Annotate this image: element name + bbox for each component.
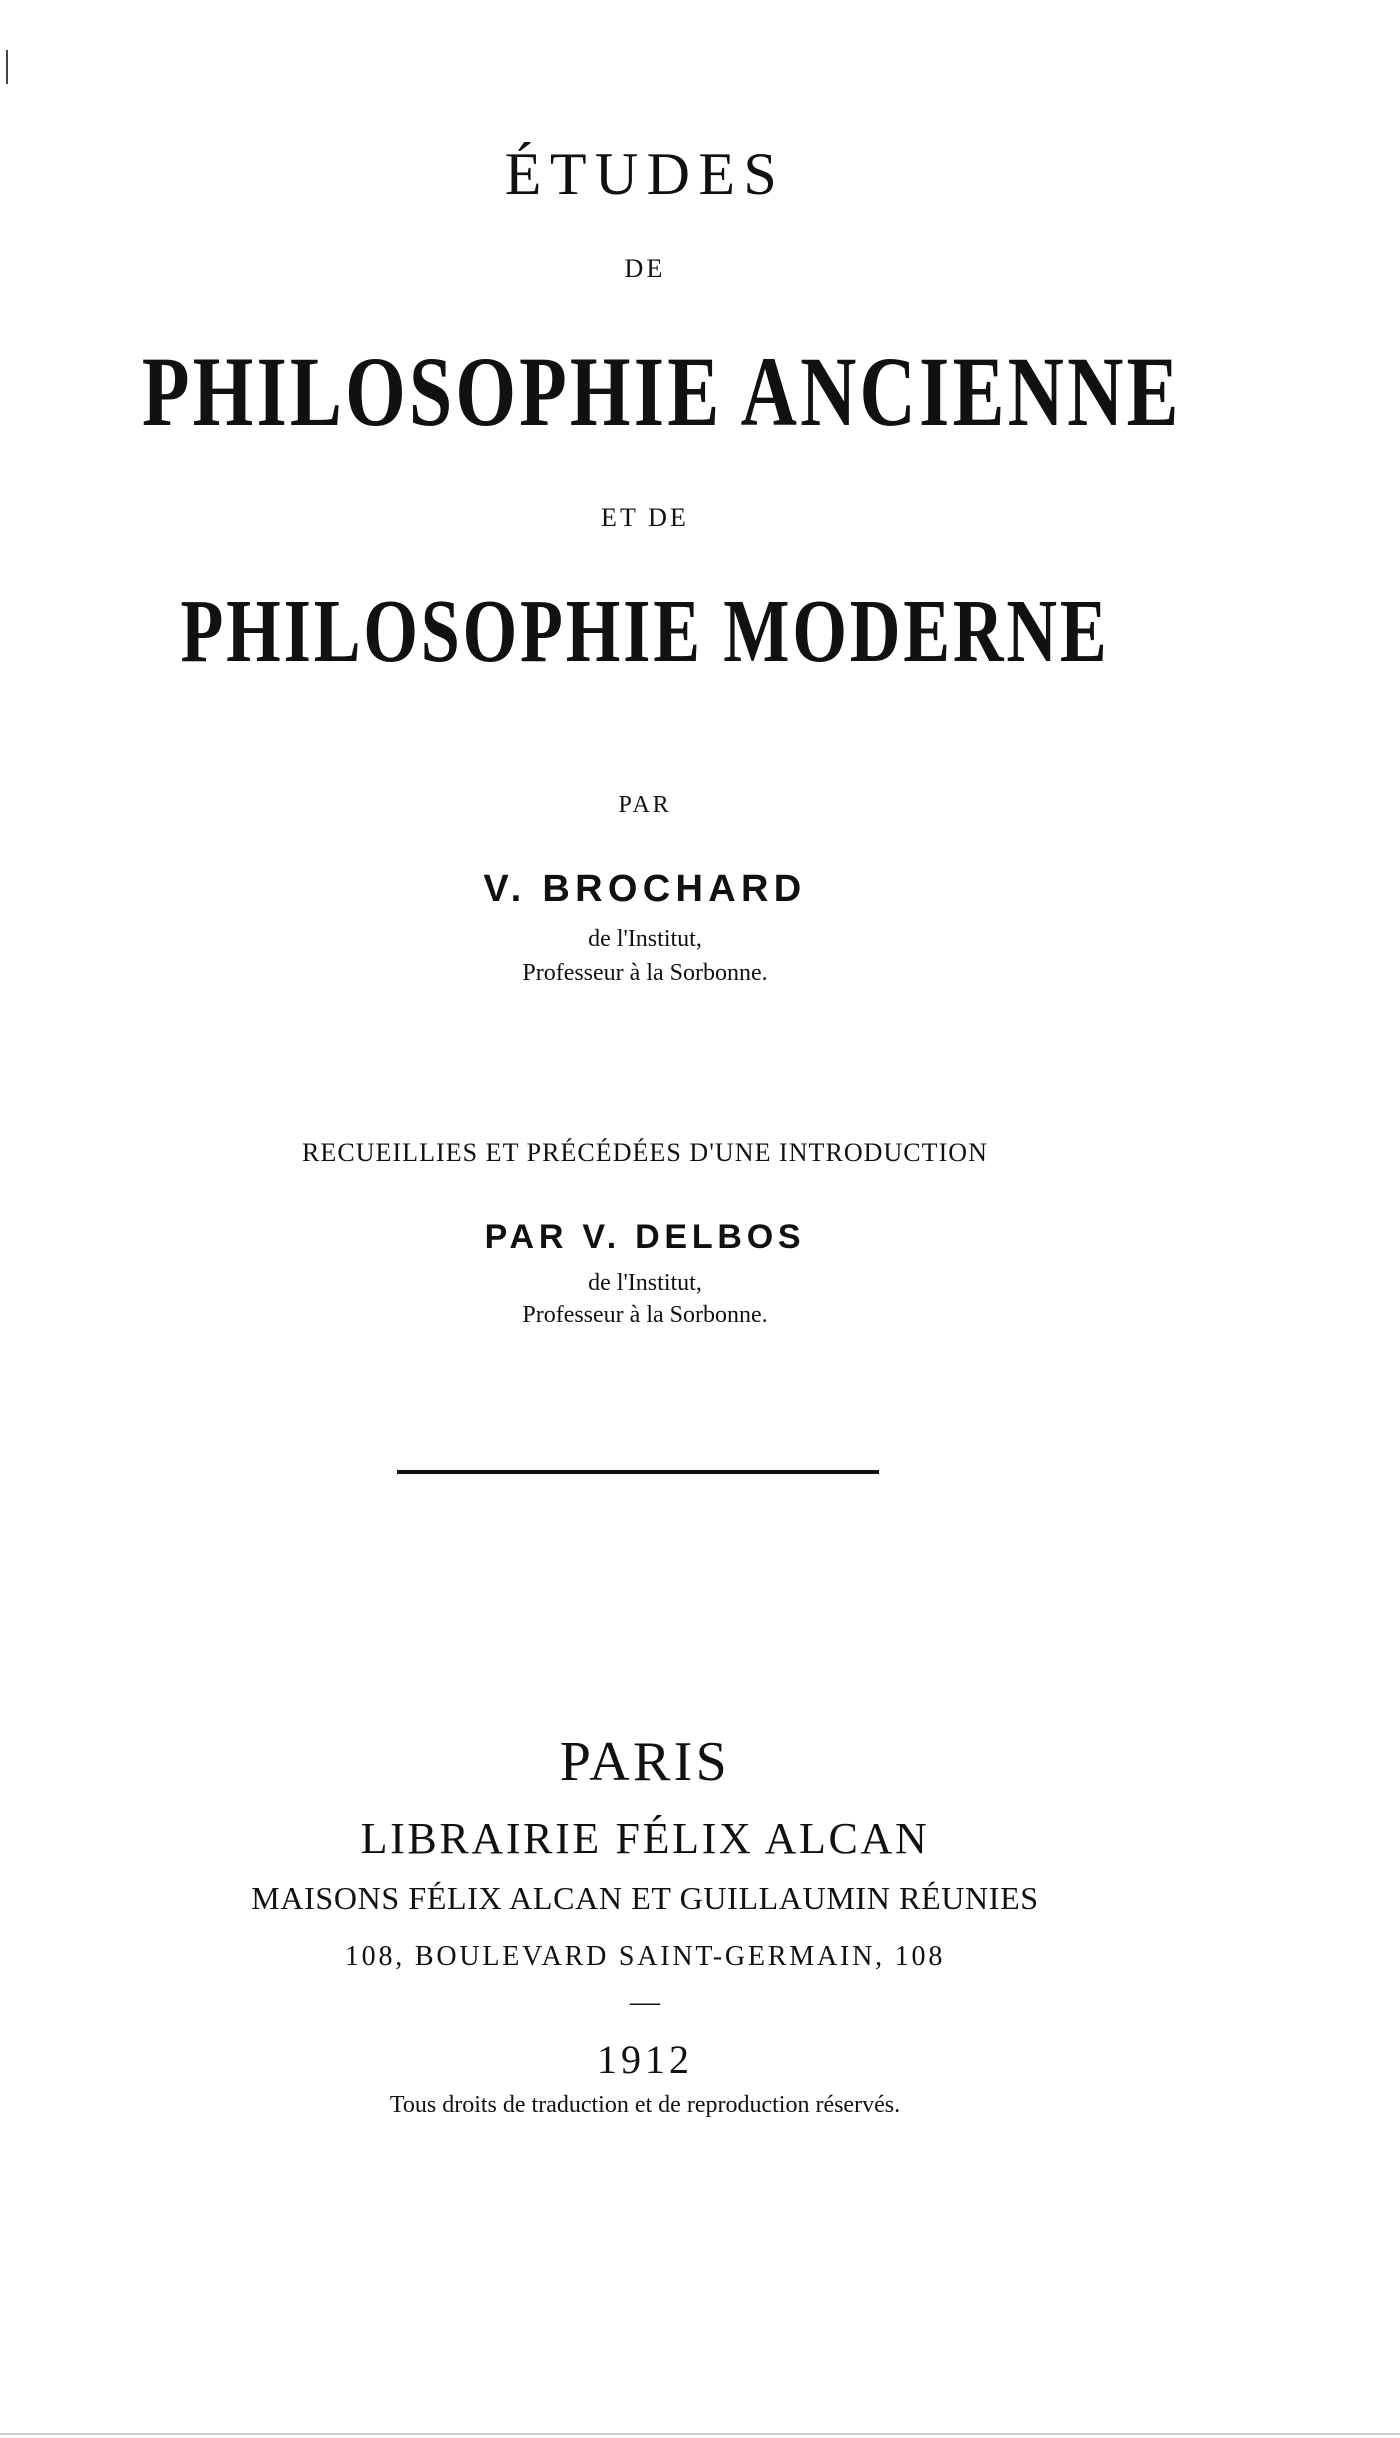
separator-rule <box>397 1470 879 1474</box>
author-affiliation-1: de l'Institut, <box>588 926 702 952</box>
title-etudes: ÉTUDES <box>504 141 786 207</box>
scan-edge-mark <box>6 50 8 84</box>
imprint-address: 108, BOULEVARD SAINT-GERMAIN, 108 <box>344 1941 946 1972</box>
editor-affiliation-1: de l'Institut, <box>588 1270 702 1296</box>
imprint-rights: Tous droits de traduction et de reproduction réservés. <box>389 2092 901 2118</box>
imprint-houses: MAISONS FÉLIX ALCAN ET GUILLAUMIN RÉUNIES <box>251 1880 1039 1916</box>
author-affiliation-2: Professeur à la Sorbonne. <box>522 960 768 986</box>
editor-name: PAR V. DELBOS <box>484 1218 806 1256</box>
imprint-dash: — <box>630 1985 660 2018</box>
imprint-year: 1912 <box>597 2037 693 2082</box>
collected-with-introduction: RECUEILLIES ET PRÉCÉDÉES D'UNE INTRODUCTION <box>302 1138 988 1167</box>
scan-bottom-edge <box>0 2433 1400 2435</box>
imprint-city: PARIS <box>559 1731 731 1793</box>
title-de: DE <box>624 254 666 283</box>
title-philosophie-ancienne: PHILOSOPHIE ANCIENNE <box>141 336 1182 447</box>
imprint-publisher: LIBRAIRIE FÉLIX ALCAN <box>360 1814 930 1863</box>
author-name: V. BROCHARD <box>483 868 807 910</box>
title-philosophie-moderne: PHILOSOPHIE MODERNE <box>180 582 1110 681</box>
title-et-de: ET DE <box>600 503 690 532</box>
editor-affiliation-2: Professeur à la Sorbonne. <box>522 1302 768 1328</box>
par-label: PAR <box>618 792 672 818</box>
